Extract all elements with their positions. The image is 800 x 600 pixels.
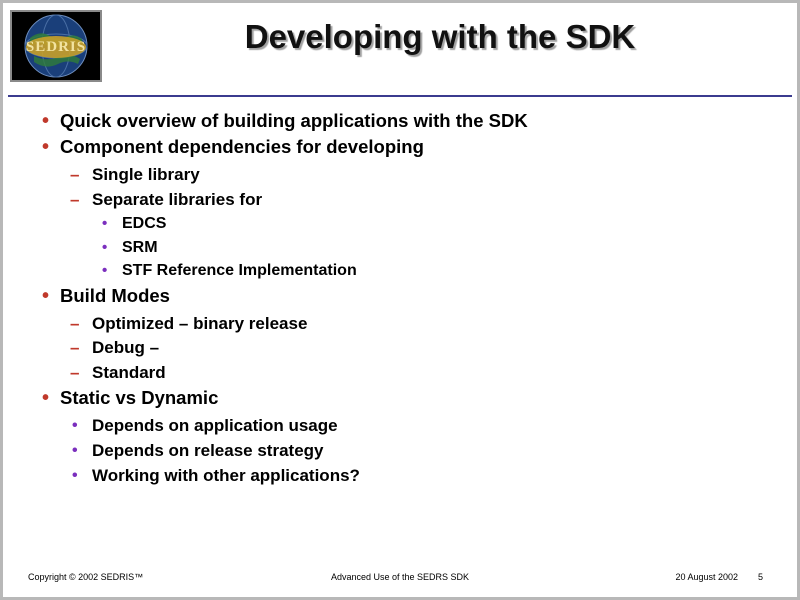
bullet-list-level3: [92, 212, 780, 283]
slide-border-left: [0, 0, 3, 600]
bullet-text: STF Reference Implementation: [122, 262, 357, 279]
bullet-text: Debug –: [92, 338, 160, 357]
list-item: [92, 236, 780, 260]
list-item: [30, 108, 780, 134]
bullet-text: Single library: [92, 165, 200, 184]
dash-bullet-icon: –: [70, 313, 80, 333]
globe-icon: [12, 12, 100, 80]
bullet-icon: •: [72, 467, 78, 484]
bullet-text: Quick overview of building applications with the SDK: [60, 110, 528, 131]
bullet-icon: •: [42, 387, 50, 409]
svg-text:SEDRIS: SEDRIS: [25, 39, 87, 55]
bullet-text: Build Modes: [60, 284, 170, 306]
bullet-list-level1: [30, 108, 780, 488]
bullet-text: Separate libraries for: [92, 189, 263, 209]
bullet-icon: •: [102, 238, 108, 256]
list-item: [30, 283, 780, 386]
footer-copyright: Copyright © 2002 SEDRIS™: [28, 572, 144, 582]
bullet-text: Working with other applications?: [92, 466, 360, 485]
footer-title: Advanced Use of the SEDRS SDK: [330, 572, 470, 582]
slide-footer: [0, 572, 800, 586]
page-title: Developing with the SDK: [244, 18, 636, 55]
bullet-text: Static vs Dynamic: [60, 387, 219, 408]
slide-body: [30, 108, 780, 488]
list-item: [92, 259, 780, 283]
dash-bullet-icon: –: [70, 165, 80, 184]
title-divider: [8, 95, 792, 97]
bullet-text: Depends on application usage: [92, 416, 338, 435]
bullet-list-level2: [60, 163, 780, 283]
bullet-text: Standard: [92, 362, 166, 382]
footer-page-number: 5: [757, 572, 763, 582]
bullet-text: Component dependencies for developing: [60, 136, 424, 157]
list-item: [60, 463, 780, 488]
bullet-icon: •: [72, 417, 78, 434]
dash-bullet-icon: –: [70, 189, 80, 209]
list-item: [60, 163, 780, 188]
list-item: [60, 312, 780, 337]
list-item: [60, 438, 780, 463]
dash-bullet-icon: –: [70, 362, 80, 382]
bullet-list-level2: [60, 312, 780, 386]
list-item: [60, 336, 780, 361]
list-item: [60, 361, 780, 386]
list-item: [30, 385, 780, 488]
footer-date: 20 August 2002: [675, 572, 738, 582]
bullet-icon: •: [72, 442, 78, 459]
bullet-text: Depends on release strategy: [92, 441, 324, 460]
bullet-text: SRM: [122, 238, 158, 256]
bullet-icon: •: [102, 215, 108, 232]
bullet-text: Optimized – binary release: [92, 313, 308, 333]
dash-bullet-icon: –: [70, 338, 80, 357]
list-item: [30, 134, 780, 283]
bullet-icon: •: [42, 110, 50, 132]
bullet-text: EDCS: [122, 215, 167, 232]
bullet-icon: •: [102, 262, 108, 279]
bullet-icon: •: [42, 284, 50, 307]
list-item: [92, 212, 780, 236]
bullet-icon: •: [42, 136, 50, 158]
list-item: [60, 413, 780, 438]
sedris-logo: [10, 10, 102, 82]
list-item: [60, 188, 780, 283]
bullet-list-level2-dots: [60, 413, 780, 488]
slide-border-top: [0, 0, 800, 3]
